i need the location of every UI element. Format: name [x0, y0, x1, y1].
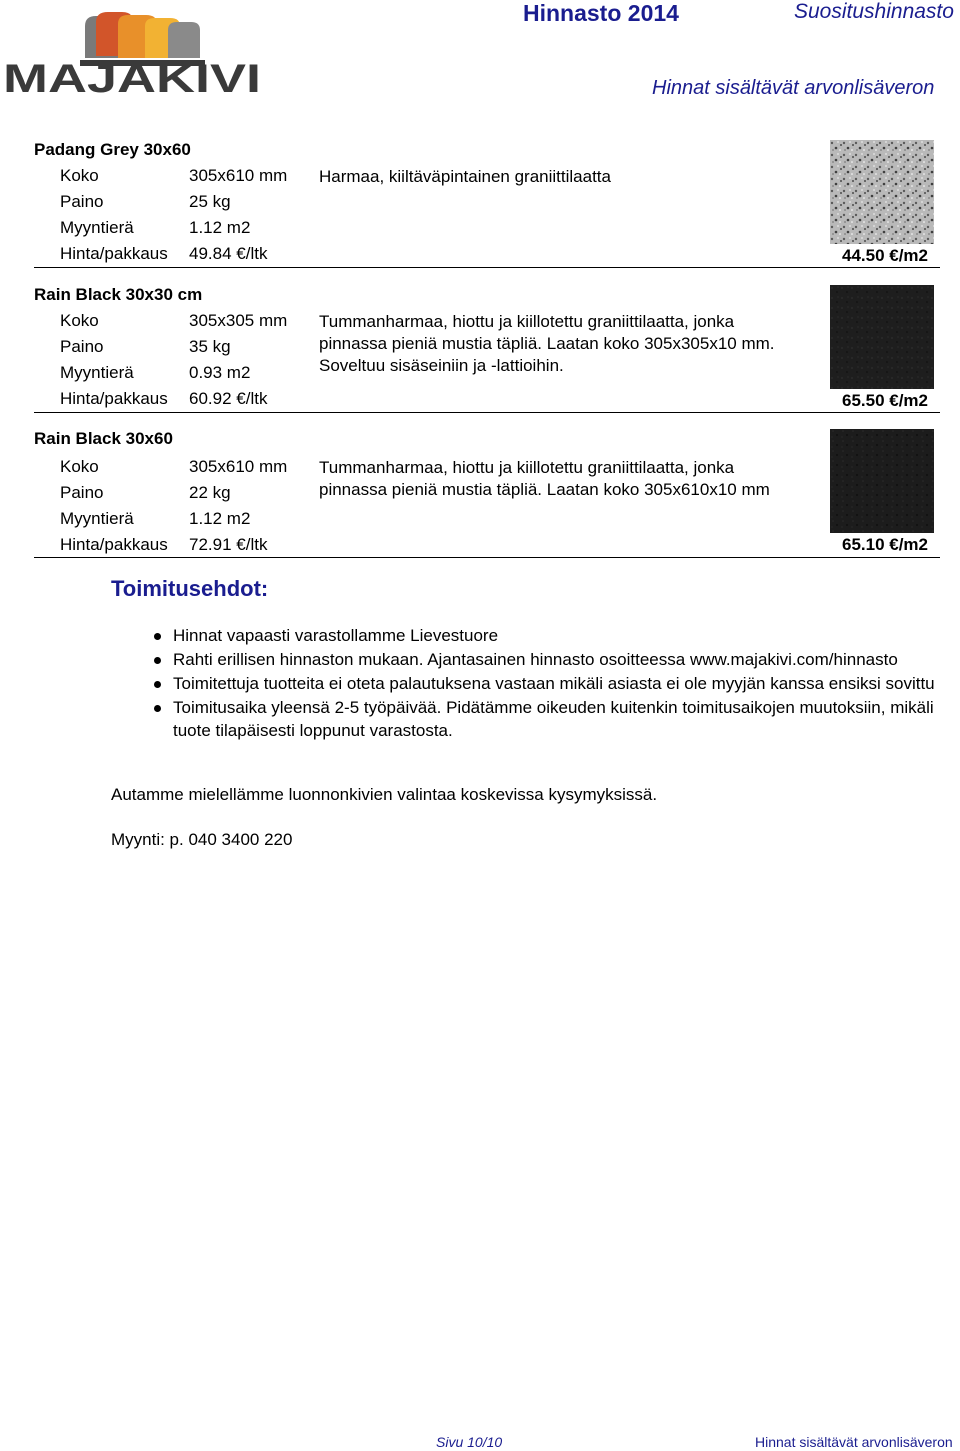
spec-label-size: Koko	[60, 457, 99, 476]
closing-text: Autamme mielellämme luonnonkivien valintaa koskevissa kysymyksissä.	[111, 785, 658, 804]
spec-label-package-price: Hinta/pakkaus	[60, 535, 168, 554]
divider	[34, 267, 940, 268]
divider	[34, 412, 940, 413]
product-name: Padang Grey 30x60	[34, 140, 191, 159]
spec-value-lot: 1.12 m2	[189, 509, 251, 528]
product-rain-black-30x30	[34, 285, 940, 415]
spec-value-size: 305x610 mm	[189, 166, 288, 185]
spec-label-lot: Myyntierä	[60, 363, 134, 382]
black-granite-swatch	[830, 429, 934, 533]
page-number: Sivu 10/10	[436, 1434, 503, 1450]
terms-list	[149, 624, 954, 742]
terms-item	[149, 672, 954, 695]
spec-label-package-price: Hinta/pakkaus	[60, 389, 168, 408]
price-per-m2: 65.50 €/m2	[841, 391, 928, 410]
spec-label-package-price: Hinta/pakkaus	[60, 244, 168, 263]
spec-value-package-price: 72.91 €/ltk	[189, 535, 268, 554]
spec-value-weight: 35 kg	[189, 337, 231, 356]
terms-item	[149, 696, 954, 742]
vat-note: Hinnat sisältävät arvonlisäveron	[652, 77, 935, 99]
product-description: Harmaa, kiiltäväpintainen graniittilaatta	[319, 167, 611, 186]
bullet-icon	[154, 633, 161, 640]
terms-item-text: Toimitusaika yleensä 2-5 työpäivää. Pidätämme oikeuden kuitenkin toimitusaikojen muutoksiin, mikäli tuote tilapäisesti loppunut varastosta.	[173, 698, 934, 740]
spec-label-lot: Myyntierä	[60, 509, 134, 528]
terms-title: Toimitusehdot:	[111, 576, 269, 601]
spec-label-weight: Paino	[60, 337, 104, 356]
majakivi-logo	[0, 6, 265, 98]
spec-value-weight: 22 kg	[189, 483, 231, 502]
spec-value-lot: 0.93 m2	[189, 363, 251, 382]
spec-value-size: 305x610 mm	[189, 457, 288, 476]
product-padang-grey	[34, 140, 940, 270]
product-rain-black-30x60	[34, 429, 940, 559]
divider	[34, 557, 940, 558]
product-description: Tummanharmaa, hiottu ja kiillotettu graniittilaatta, jonka pinnassa pieniä mustia täpliä. Laatan koko 305x610x10 mm	[319, 458, 770, 499]
bullet-icon	[154, 681, 161, 688]
product-name: Rain Black 30x30 cm	[34, 285, 203, 304]
price-per-m2: 44.50 €/m2	[841, 246, 928, 265]
sales-contact: Myynti: p. 040 3400 220	[111, 830, 293, 849]
footer-vat-note: Hinnat sisältävät arvonlisäveron	[755, 1434, 953, 1450]
grey-granite-swatch	[830, 140, 934, 244]
spec-value-size: 305x305 mm	[189, 311, 288, 330]
spec-value-package-price: 60.92 €/ltk	[189, 389, 268, 408]
black-granite-swatch	[830, 285, 934, 389]
bullet-icon	[154, 657, 161, 664]
spec-value-package-price: 49.84 €/ltk	[189, 244, 268, 263]
spec-label-lot: Myyntierä	[60, 218, 134, 237]
product-description: Tummanharmaa, hiottu ja kiillotettu graniittilaatta, jonka pinnassa pieniä mustia täpliä. Laatan koko 305x305x10 mm. Soveltuu sisäseiniin ja -lattioihin.	[319, 312, 775, 375]
spec-label-size: Koko	[60, 311, 99, 330]
terms-item	[149, 648, 954, 671]
bullet-icon	[154, 705, 161, 712]
spec-label-weight: Paino	[60, 192, 104, 211]
terms-item	[149, 624, 954, 647]
product-name: Rain Black 30x60	[34, 429, 173, 448]
spec-value-lot: 1.12 m2	[189, 218, 251, 237]
page-subtitle: Suositushinnasto	[794, 0, 954, 23]
price-per-m2: 65.10 €/m2	[841, 535, 928, 554]
spec-label-weight: Paino	[60, 483, 104, 502]
terms-item-text: Rahti erillisen hinnaston mukaan. Ajantasainen hinnasto osoitteessa www.majakivi.com/hinnasto	[173, 650, 898, 669]
spec-value-weight: 25 kg	[189, 192, 231, 211]
terms-item-text: Hinnat vapaasti varastollamme Lievestuore	[173, 626, 499, 645]
spec-label-size: Koko	[60, 166, 99, 185]
logo-wordmark: MAJAKIVI	[3, 57, 261, 98]
terms-item-text: Toimitettuja tuotteita ei oteta palautuksena vastaan mikäli asiasta ei ole myyjän kanssa ensiksi sovittu	[173, 674, 935, 693]
page-title: Hinnasto 2014	[523, 0, 679, 26]
